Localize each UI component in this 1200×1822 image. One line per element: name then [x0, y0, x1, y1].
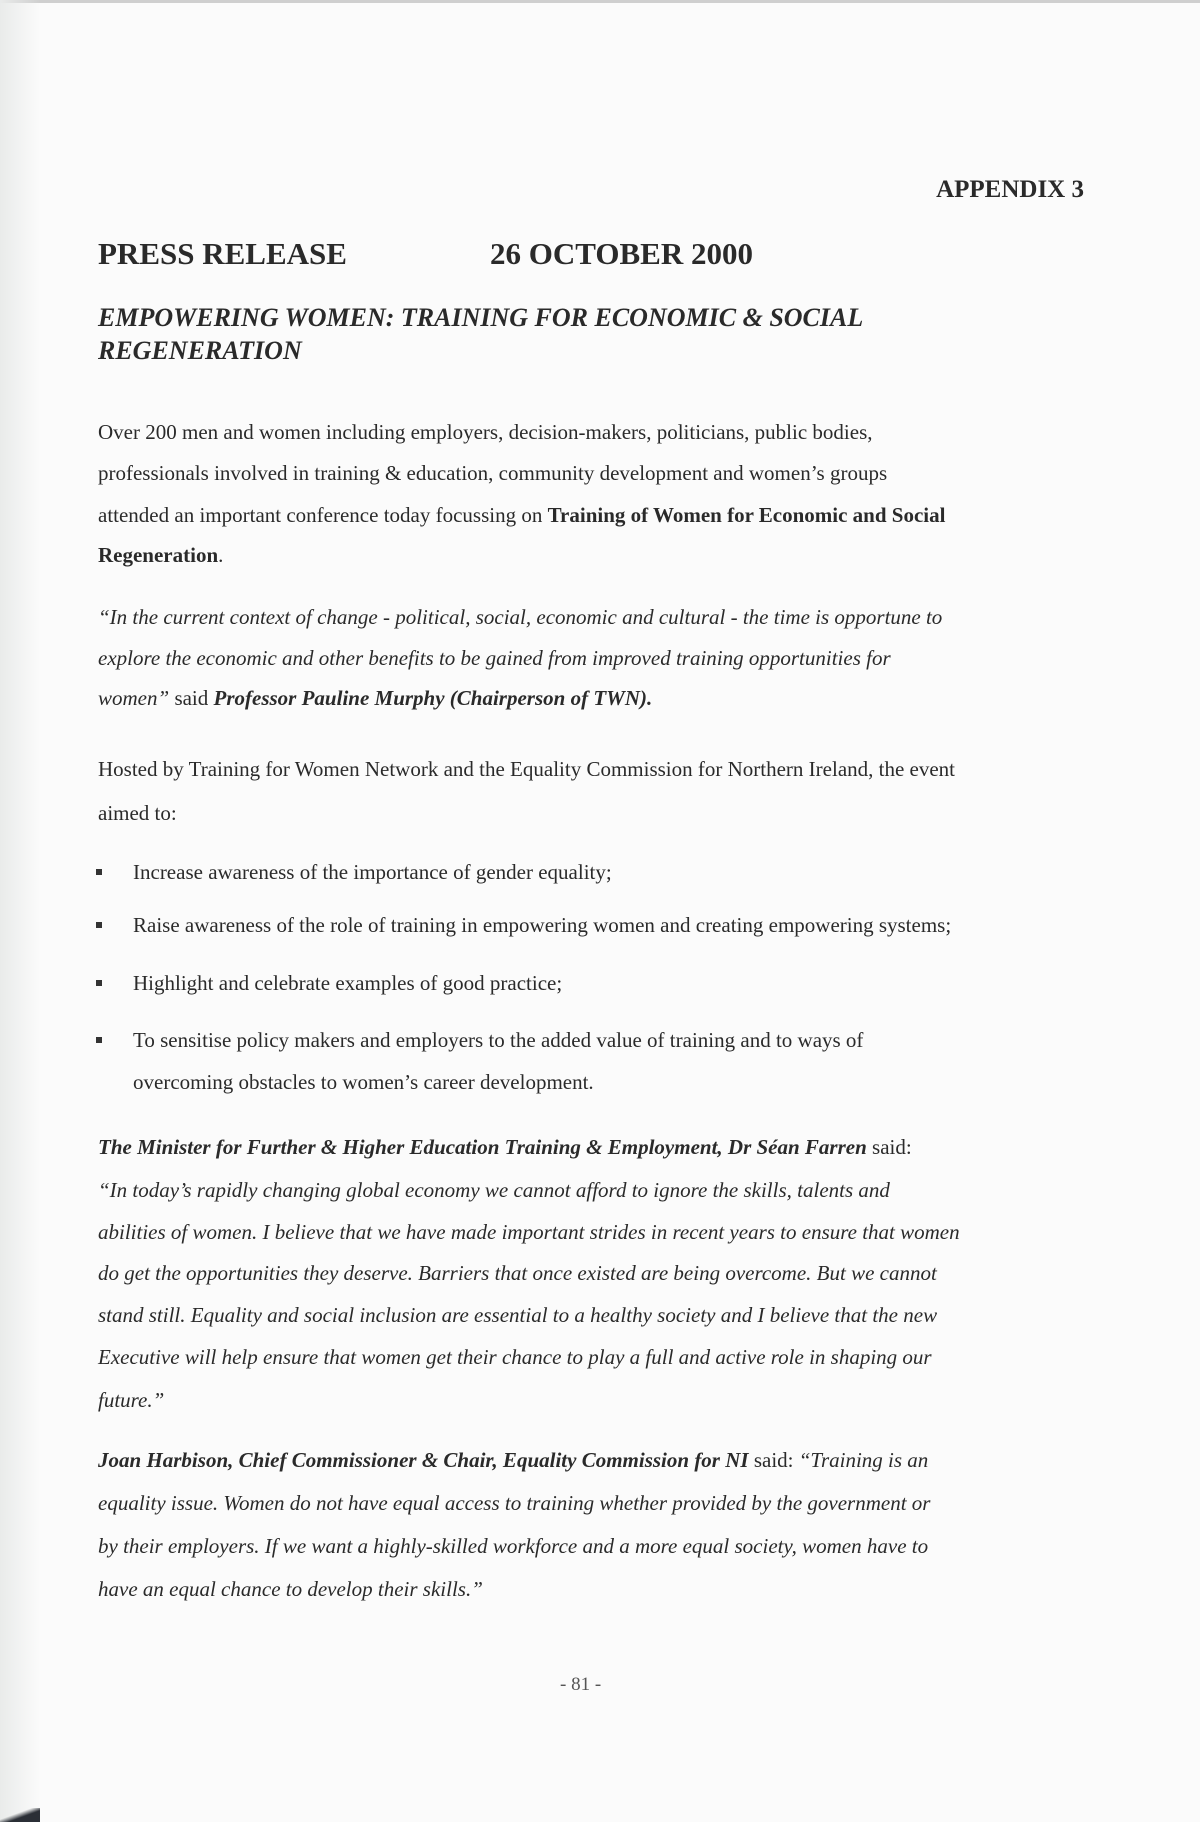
- intro-line-3: [98, 503, 945, 527]
- bullet-item-4-line-1: To sensitise policy makers and employers to the added value of training and to ways of: [133, 1028, 864, 1052]
- conference-title-part-1: Training of Women for Economic and Social: [547, 503, 946, 527]
- minister-quote-line-1: “In today’s rapidly changing global economy we cannot afford to ignore the skills, talents and: [98, 1178, 890, 1202]
- scan-corner-shadow: [0, 1808, 40, 1822]
- minister-attribution: [98, 1135, 912, 1159]
- bullet-icon: [96, 922, 102, 928]
- harbison-speaker: Joan Harbison, Chief Commissioner & Chair, Equality Commission for NI: [98, 1448, 749, 1472]
- hosted-line-2: aimed to:: [98, 801, 177, 825]
- intro-line-4: [98, 543, 223, 567]
- quote1-said: said: [169, 686, 214, 710]
- quote1-line-3: [98, 686, 652, 710]
- intro-line-3-text: attended an important conference today focussing on: [98, 503, 548, 527]
- harbison-quote-start: “Training is an: [798, 1448, 929, 1472]
- harbison-quote-line-2: equality issue. Women do not have equal access to training whether provided by the government or: [98, 1491, 931, 1515]
- bullet-item-1: Increase awareness of the importance of gender equality;: [133, 860, 612, 884]
- quote1-speaker: Professor Pauline Murphy (Chairperson of TWN).: [213, 686, 653, 710]
- intro-line-1: Over 200 men and women including employers, decision-makers, politicians, public bodies,: [98, 420, 873, 444]
- harbison-quote-line-3: by their employers. If we want a highly-skilled workforce and a more equal society, women have to: [98, 1534, 929, 1558]
- quote1-line-2: explore the economic and other benefits to be gained from improved training opportunities for: [98, 646, 891, 670]
- minister-quote-line-3: do get the opportunities they deserve. Barriers that once existed are being overcome. But we cannot: [98, 1261, 937, 1285]
- bullet-item-2: Raise awareness of the role of training in empowering women and creating empowering systems;: [133, 913, 952, 937]
- minister-quote-line-4: stand still. Equality and social inclusion are essential to a healthy society and I believe that the new: [98, 1303, 938, 1327]
- intro-line-2: professionals involved in training & education, community development and women’s groups: [98, 461, 888, 485]
- headline-line-1: EMPOWERING WOMEN: TRAINING FOR ECONOMIC & SOCIAL: [98, 303, 864, 332]
- bullet-icon: [96, 980, 102, 986]
- bullet-icon: [96, 1037, 102, 1043]
- harbison-attribution: [98, 1448, 928, 1472]
- hosted-line-1: Hosted by Training for Women Network and the Equality Commission for Northern Ireland, the event: [98, 757, 956, 781]
- headline-line-2: REGENERATION: [98, 336, 302, 365]
- quote1-end: women”: [98, 686, 170, 710]
- scan-left-shadow: [0, 0, 40, 1822]
- quote1-line-1: “In the current context of change - political, social, economic and cultural - the time is opportune to: [98, 605, 943, 629]
- minister-quote-line-5: Executive will help ensure that women get their chance to play a full and active role in shaping our: [98, 1345, 932, 1369]
- harbison-said: said:: [748, 1448, 799, 1472]
- scan-top-edge: [0, 0, 1200, 3]
- appendix-label: APPENDIX 3: [936, 176, 1084, 203]
- minister-speaker: The Minister for Further & Higher Education Training & Employment, Dr Séan Farren: [98, 1135, 867, 1159]
- harbison-quote-line-4: have an equal chance to develop their skills.”: [98, 1577, 483, 1601]
- minister-said: said:: [866, 1135, 912, 1159]
- release-date: 26 OCTOBER 2000: [490, 236, 753, 271]
- bullet-item-4-line-2: overcoming obstacles to women’s career development.: [133, 1070, 594, 1094]
- press-release-title: PRESS RELEASE: [98, 236, 347, 271]
- page-number: - 81 -: [560, 1674, 602, 1695]
- bullet-item-3: Highlight and celebrate examples of good practice;: [133, 971, 563, 995]
- intro-line-4-period: .: [218, 543, 224, 567]
- minister-quote-line-6: future.”: [98, 1388, 165, 1412]
- bullet-icon: [96, 869, 102, 875]
- minister-quote-line-2: abilities of women. I believe that we have made important strides in recent years to ensure that women: [98, 1220, 960, 1244]
- conference-title-part-2: Regeneration: [98, 543, 219, 567]
